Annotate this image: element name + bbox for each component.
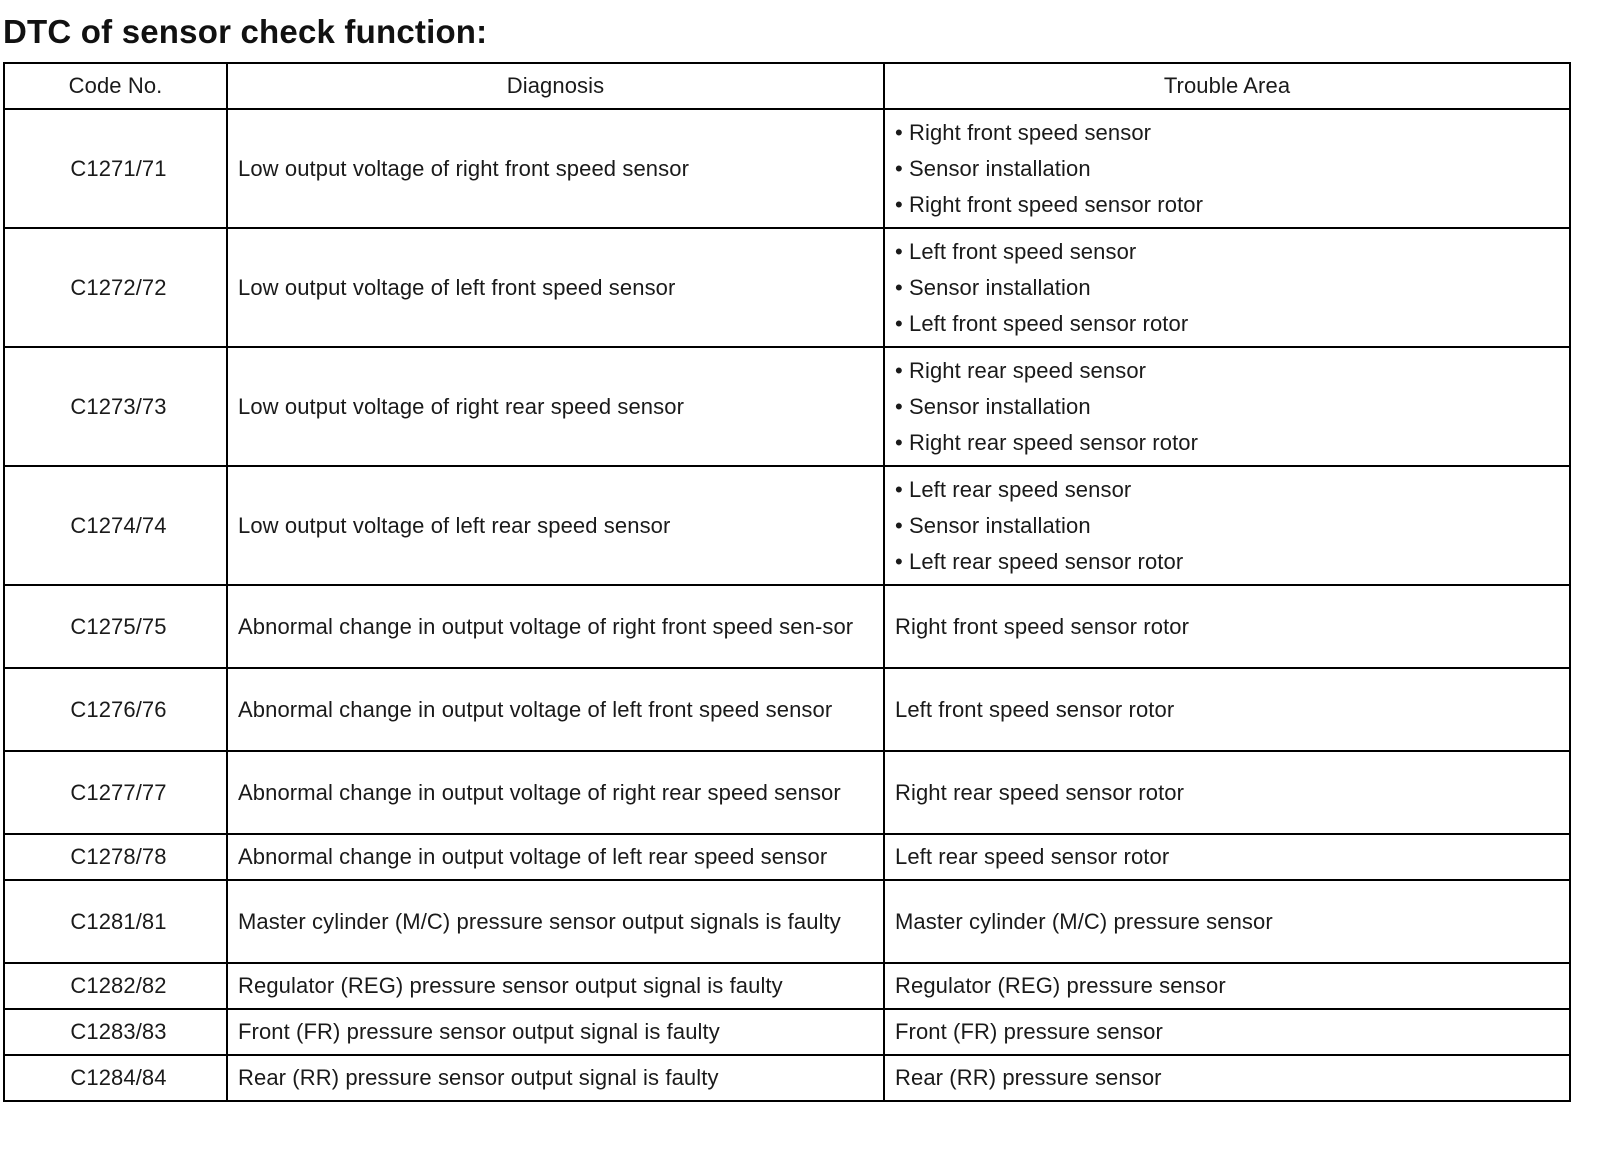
diagnosis-cell: Low output voltage of right rear speed sensor	[227, 347, 884, 466]
trouble-area-cell: Rear (RR) pressure sensor	[884, 1055, 1570, 1101]
trouble-area-list	[895, 115, 1559, 223]
trouble-area-item: • Right front speed sensor	[895, 115, 1559, 151]
page-title: DTC of sensor check function:	[3, 13, 488, 50]
table-row	[4, 585, 1570, 668]
code-cell: C1271/71	[4, 109, 227, 228]
trouble-area-cell: Regulator (REG) pressure sensor	[884, 963, 1570, 1009]
trouble-area-cell	[884, 228, 1570, 347]
trouble-area-cell: Front (FR) pressure sensor	[884, 1009, 1570, 1055]
trouble-area-cell: Right front speed sensor rotor	[884, 585, 1570, 668]
trouble-area-cell	[884, 347, 1570, 466]
table-row	[4, 834, 1570, 880]
table-row	[4, 466, 1570, 585]
diagnosis-cell: Low output voltage of left front speed sensor	[227, 228, 884, 347]
trouble-area-cell: Right rear speed sensor rotor	[884, 751, 1570, 834]
table-row	[4, 347, 1570, 466]
diagnosis-cell: Low output voltage of left rear speed sensor	[227, 466, 884, 585]
code-cell: C1281/81	[4, 880, 227, 963]
trouble-area-cell	[884, 466, 1570, 585]
trouble-area-cell: Left rear speed sensor rotor	[884, 834, 1570, 880]
code-cell: C1277/77	[4, 751, 227, 834]
code-cell: C1282/82	[4, 963, 227, 1009]
trouble-area-item: • Right rear speed sensor rotor	[895, 425, 1559, 461]
table-header-row	[4, 63, 1570, 109]
trouble-area-item: • Sensor installation	[895, 151, 1559, 187]
trouble-area-item: • Sensor installation	[895, 389, 1559, 425]
trouble-area-item: • Left front speed sensor	[895, 234, 1559, 270]
trouble-area-item: • Left rear speed sensor	[895, 472, 1559, 508]
column-header-code: Code No.	[4, 63, 227, 109]
code-cell: C1274/74	[4, 466, 227, 585]
trouble-area-cell	[884, 109, 1570, 228]
trouble-area-list	[895, 472, 1559, 580]
table-row	[4, 668, 1570, 751]
diagnosis-cell: Master cylinder (M/C) pressure sensor output signals is faulty	[227, 880, 884, 963]
diagnosis-cell: Low output voltage of right front speed sensor	[227, 109, 884, 228]
code-cell: C1273/73	[4, 347, 227, 466]
code-cell: C1284/84	[4, 1055, 227, 1101]
trouble-area-item: • Sensor installation	[895, 270, 1559, 306]
diagnosis-cell: Abnormal change in output voltage of right rear speed sensor	[227, 751, 884, 834]
table-row	[4, 1009, 1570, 1055]
column-header-trouble-area: Trouble Area	[884, 63, 1570, 109]
code-cell: C1278/78	[4, 834, 227, 880]
table-row	[4, 109, 1570, 228]
diagnosis-cell: Rear (RR) pressure sensor output signal is faulty	[227, 1055, 884, 1101]
column-header-diagnosis: Diagnosis	[227, 63, 884, 109]
table-row	[4, 880, 1570, 963]
diagnosis-cell: Abnormal change in output voltage of left front speed sensor	[227, 668, 884, 751]
diagnosis-cell: Front (FR) pressure sensor output signal is faulty	[227, 1009, 884, 1055]
table-row	[4, 751, 1570, 834]
trouble-area-list	[895, 353, 1559, 461]
trouble-area-cell: Master cylinder (M/C) pressure sensor	[884, 880, 1570, 963]
diagnosis-cell: Abnormal change in output voltage of right front speed sen-sor	[227, 585, 884, 668]
table-row	[4, 1055, 1570, 1101]
diagnosis-cell: Regulator (REG) pressure sensor output signal is faulty	[227, 963, 884, 1009]
table-row	[4, 228, 1570, 347]
trouble-area-item: • Right rear speed sensor	[895, 353, 1559, 389]
diagnosis-cell: Abnormal change in output voltage of left rear speed sensor	[227, 834, 884, 880]
dtc-table	[3, 62, 1571, 1102]
trouble-area-list	[895, 234, 1559, 342]
trouble-area-item: • Sensor installation	[895, 508, 1559, 544]
trouble-area-item: • Right front speed sensor rotor	[895, 187, 1559, 223]
code-cell: C1272/72	[4, 228, 227, 347]
trouble-area-cell: Left front speed sensor rotor	[884, 668, 1570, 751]
table-row	[4, 963, 1570, 1009]
code-cell: C1275/75	[4, 585, 227, 668]
trouble-area-item: • Left front speed sensor rotor	[895, 306, 1559, 342]
trouble-area-item: • Left rear speed sensor rotor	[895, 544, 1559, 580]
code-cell: C1283/83	[4, 1009, 227, 1055]
code-cell: C1276/76	[4, 668, 227, 751]
